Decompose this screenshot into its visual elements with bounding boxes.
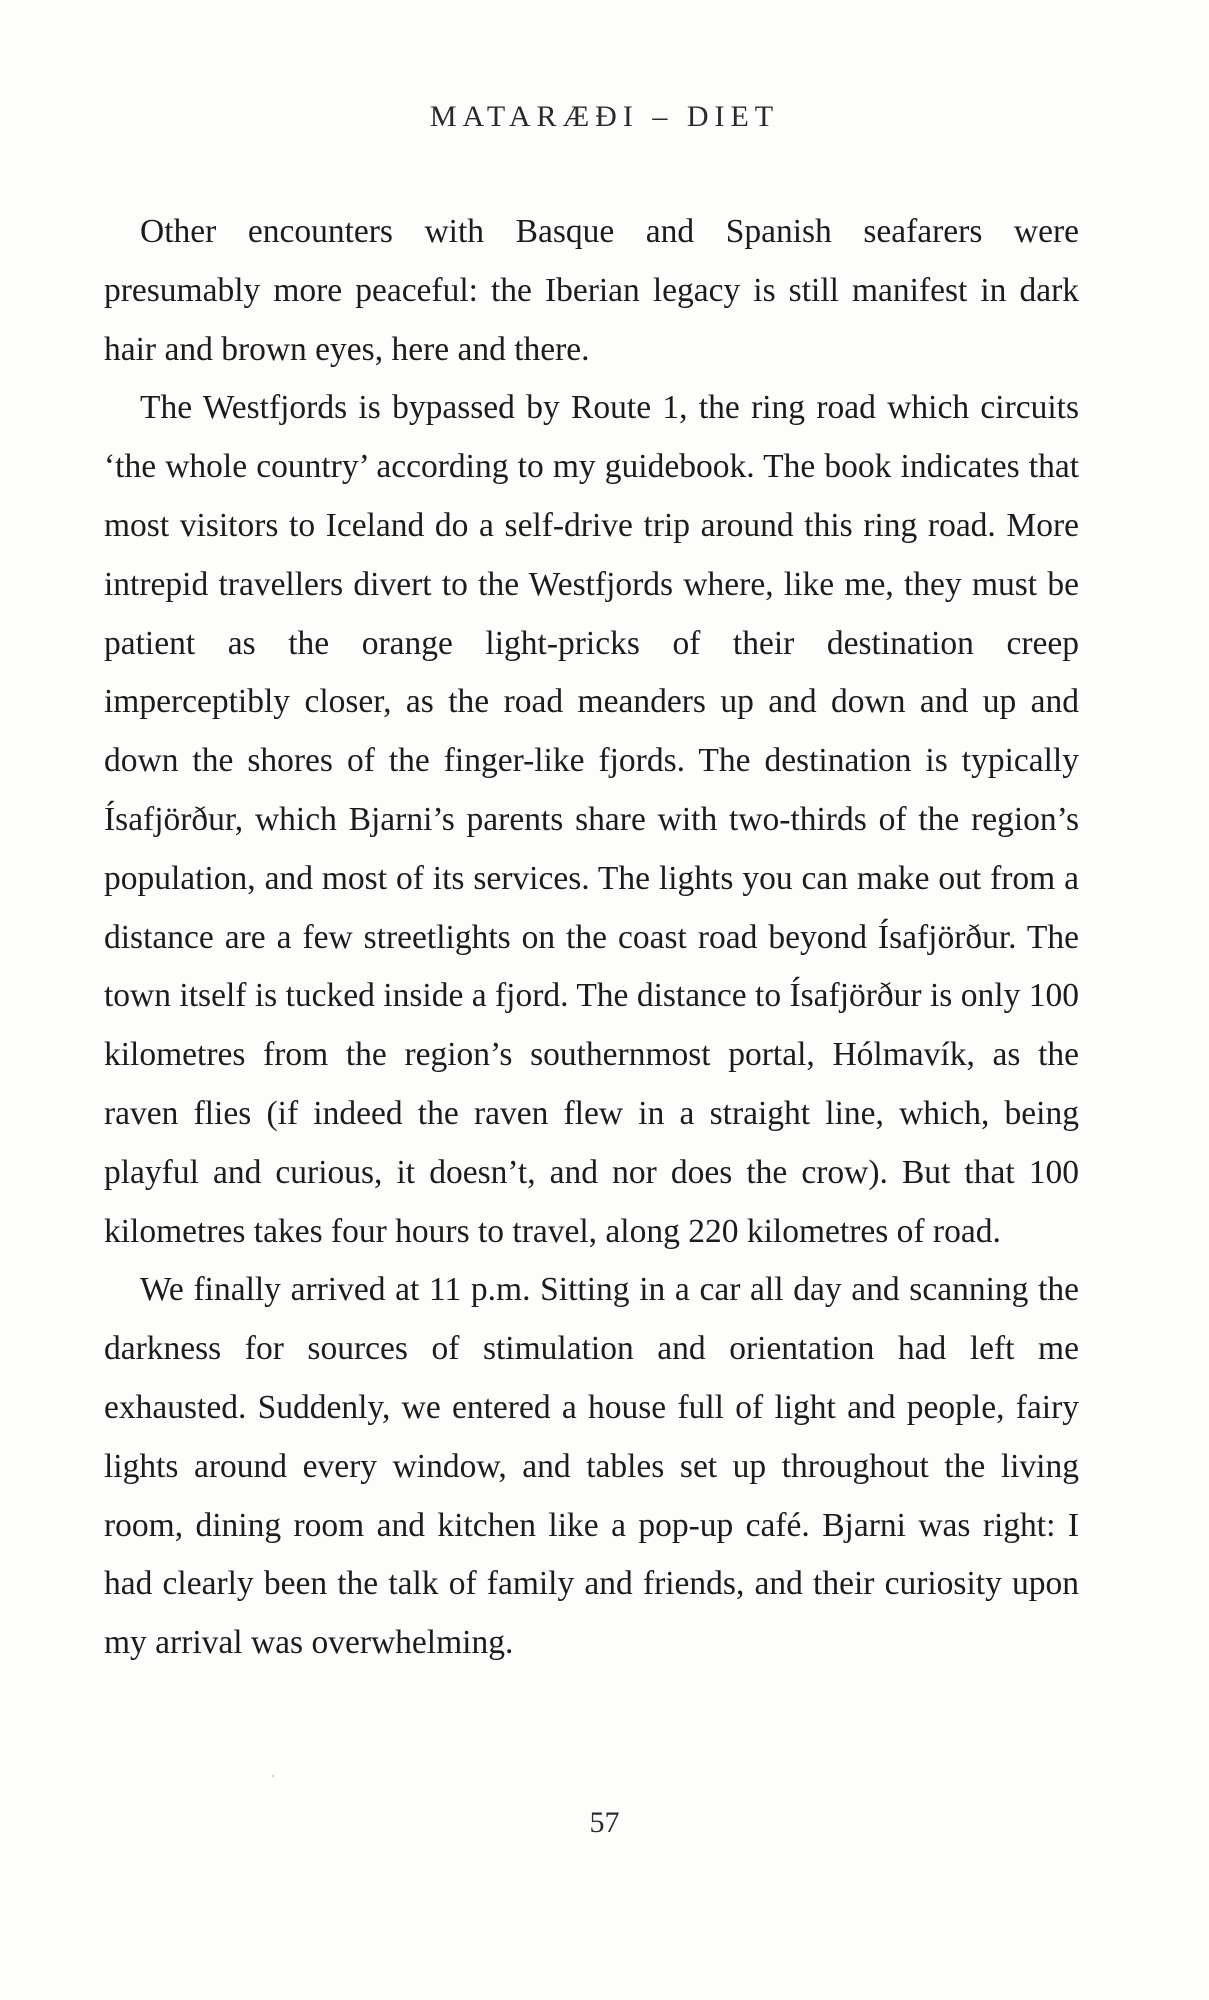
margin-speck [272,1775,274,1777]
page-number: 57 [589,1806,620,1839]
paragraph-3: We finally arrived at 11 p.m. Sitting in a car all day and scanning the darkness for sources of stimulation and orientation had left me exhausted. Suddenly, we entered a house full of light and people, fairy lights around every window, and tables set up throughout the living room, dining room and kitchen like a pop-up café. Bjarni was right: I had clearly been the talk of family and friends, and their curiosity upon my arrival was overwhelming. [104,1271,1079,1662]
paragraph-1: Other encounters with Basque and Spanish seafarers were presumably more peaceful: the Iberian legacy is still manifest in dark hair and brown eyes, here and there. [104,213,1079,368]
body-text [104,203,1079,1673]
running-head: MATARÆÐI – DIET [429,100,780,133]
paragraph-2: The Westfjords is bypassed by Route 1, the ring road which circuits ‘the whole country’ according to my guidebook. The book indicates that most visitors to Iceland do a self-drive trip around this ring road. More intrepid travellers divert to the Westfjords where, like me, they must be patient as the orange light-pricks of their destination creep imperceptibly closer, as the road meanders up and down and up and down the shores of the finger-like fjords. The destination is typically Ísafjörður, which Bjarni’s parents share with two-thirds of the region’s population, and most of its services. The lights you can make out from a distance are a few streetlights on the coast road beyond Ísafjörður. The town itself is tucked inside a fjord. The distance to Ísafjörður is only 100 kilometres from the region’s southernmost portal, Hólmavík, as the raven flies (if indeed the raven flew in a straight line, which, being playful and curious, it doesn’t, and nor does the crow). But that 100 kilometres takes four hours to travel, along 220 kilometres of road. [104,389,1079,1250]
